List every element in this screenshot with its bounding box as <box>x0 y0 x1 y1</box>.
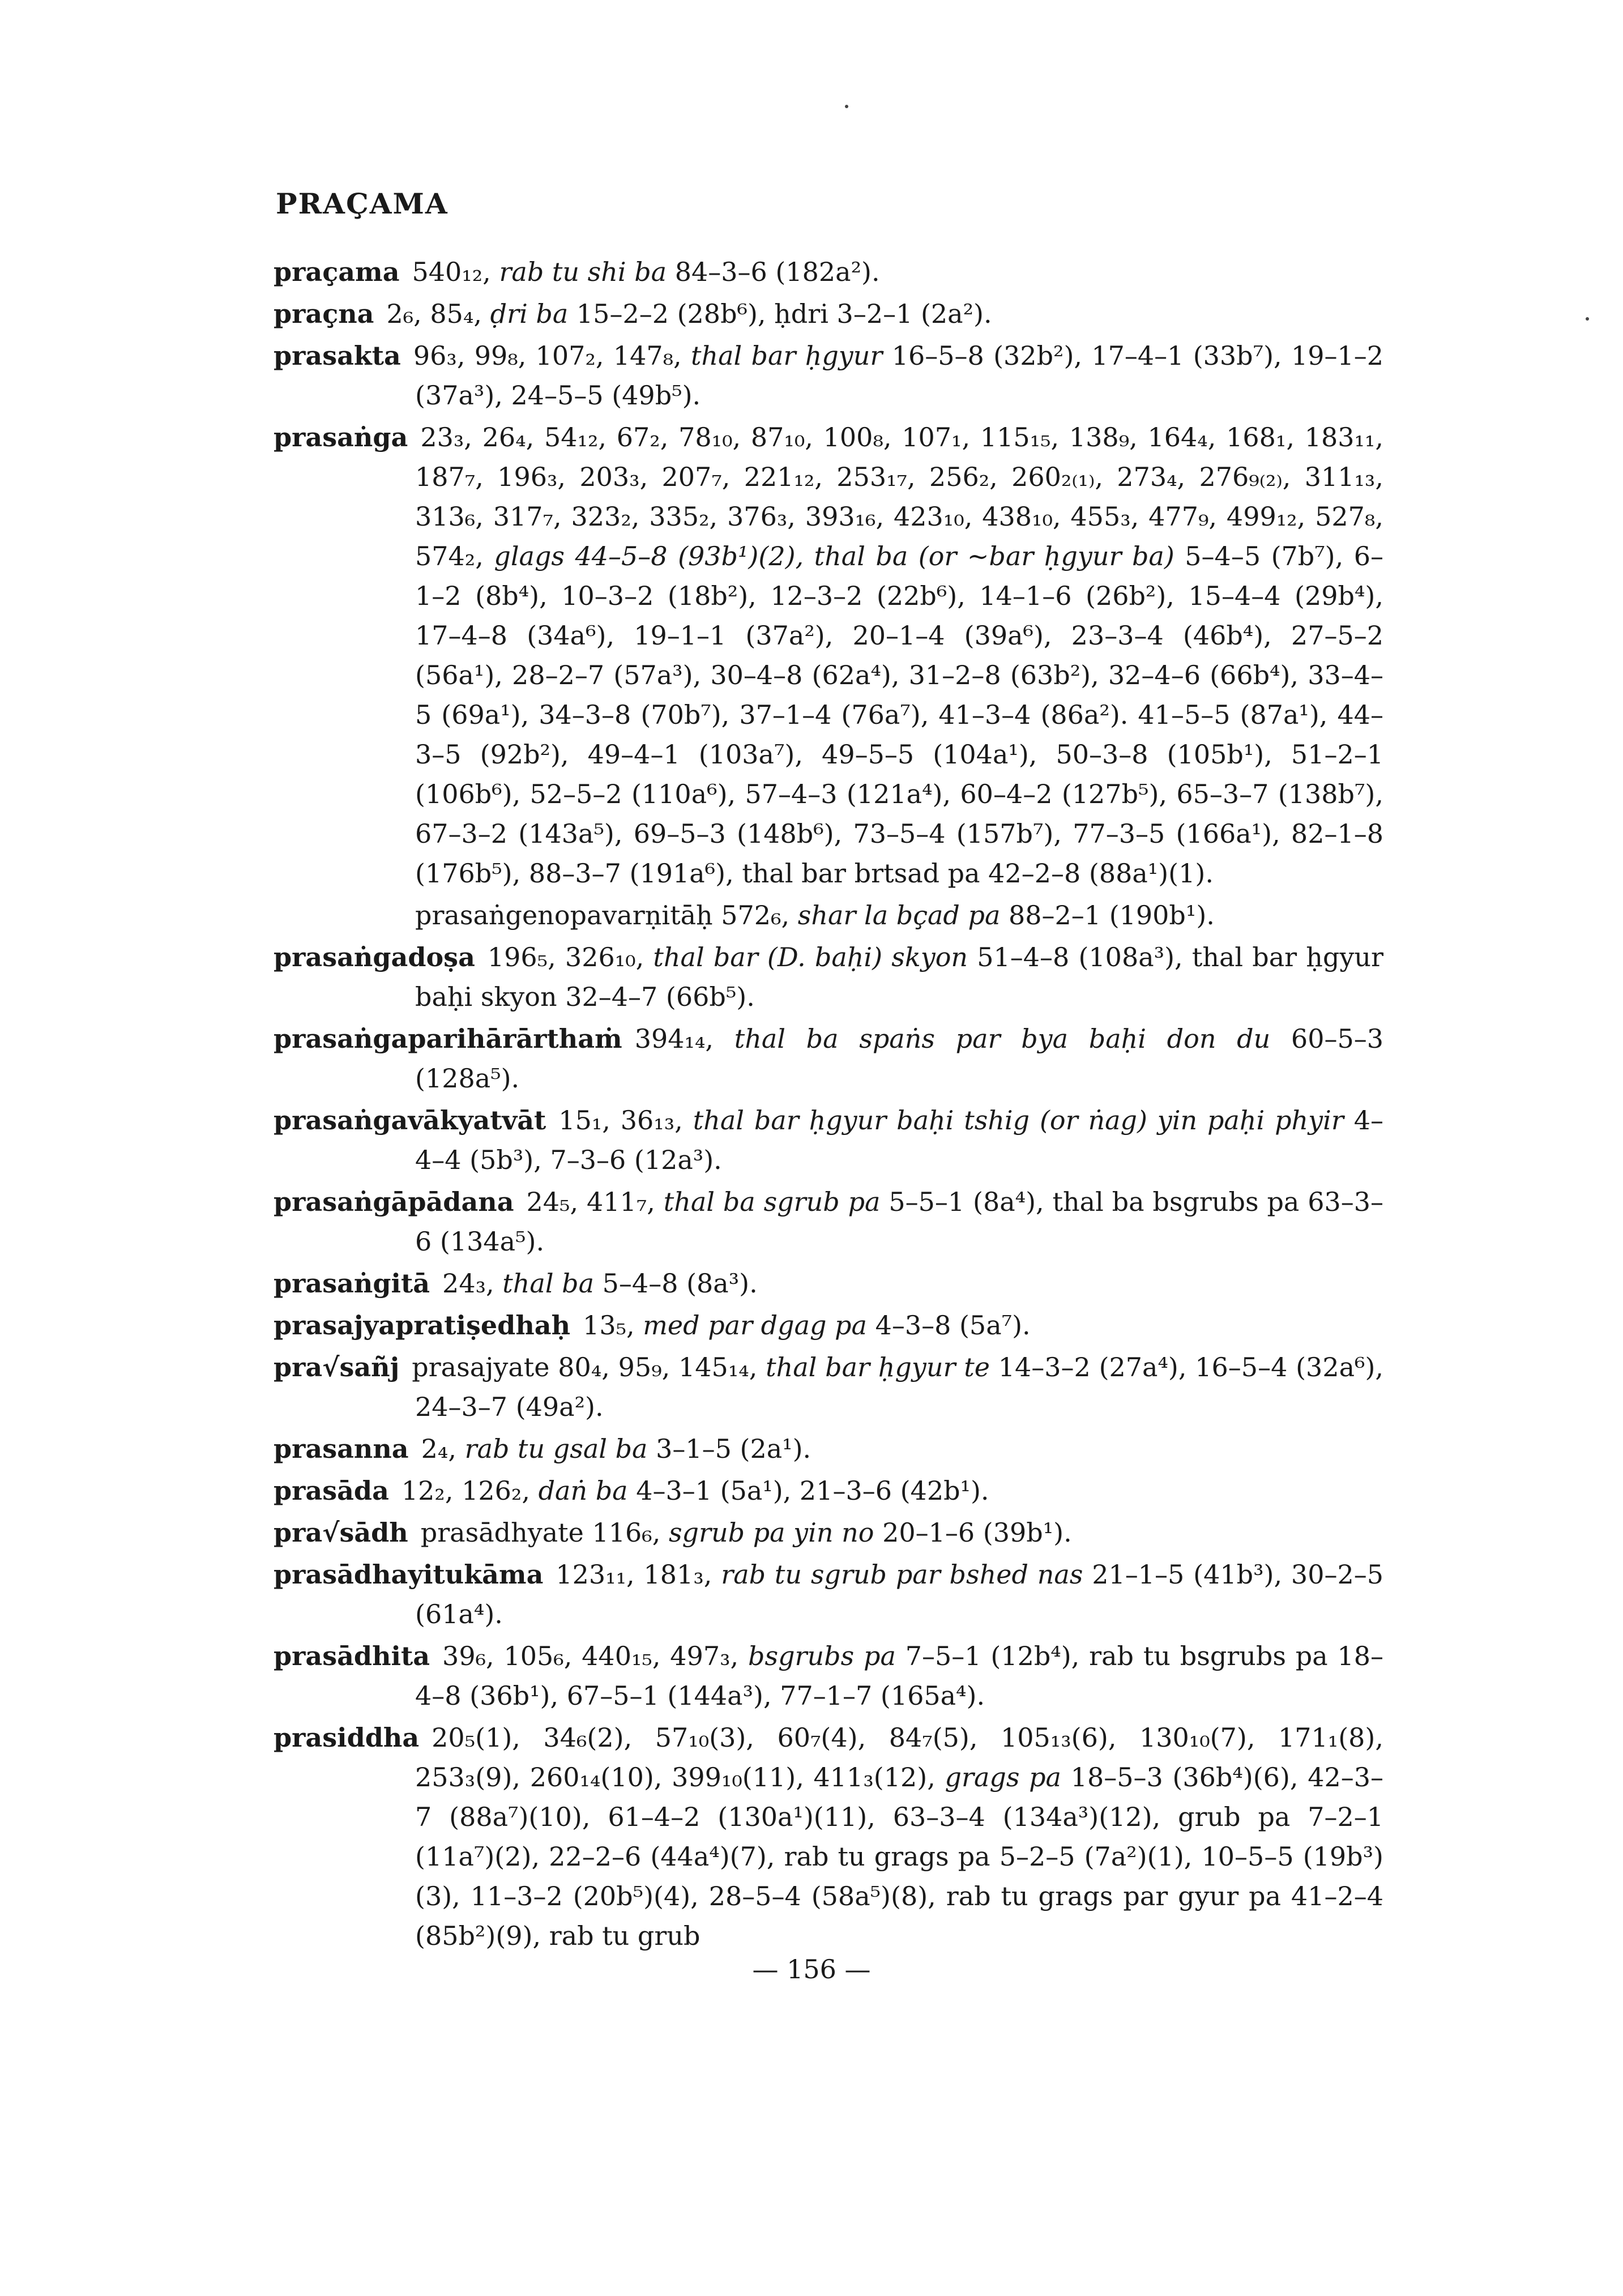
dictionary-entry <box>274 937 1383 1017</box>
entry-citations: 4–4–4 (5b³), 7–3–6 (12a³). <box>415 1105 1384 1175</box>
entry-headword: pra√sañj <box>274 1352 400 1382</box>
dictionary-entry <box>274 1513 1383 1552</box>
dictionary-entry <box>274 1636 1383 1715</box>
running-head: PRAÇAMA <box>276 187 449 220</box>
dictionary-entry <box>274 417 1383 893</box>
dictionary-entry <box>274 252 1383 292</box>
entry-tibetan-equivalent: thal bar ḥgyur <box>691 340 883 371</box>
dictionary-entry <box>274 1100 1383 1180</box>
entry-citations: 4–3–8 (5a⁷). <box>875 1310 1031 1341</box>
entry-page-references: 394₁₄, <box>634 1023 714 1054</box>
entry-citations: 5–4–5 (7b⁷), 6–1–2 (8b⁴), 10–3–2 (18b²), 12–3–2 (22b⁶), 14–1–6 (26b²), 15–4–4 (29b⁴), 17–4–8 (34a⁶), 19–1–1 (37a²), 20–1–4 (39a⁶), 23–3–4 (46b⁴), 27–5–2 (56a¹), 28–2–7 (57a³), 30–4–8 (62a⁴), 31–2–8 (63b²), 32–4–6 (66b⁴), 33–4–5 (69a¹), 34–3–8 (70b⁷), 37–1–4 (76a⁷), 41–3–4 (86a²). 41–5–5 (87a¹), 44–3–5 (92b²), 49–4–1 (103a⁷), 49–5–5 (104a¹), 50–3–8 (105b¹), 51–2–1 (106b⁶), 52–5–2 (110a⁶), 57–4–3 (121a⁴), 60–4–2 (127b⁵), 65–3–7 (138b⁷), 67–3–2 (143a⁵), 69–5–3 (148b⁶), 73–5–4 (157b⁷), 77–3–5 (166a¹), 82–1–8 (176b⁵), 88–3–7 (191a⁶), thal bar brtsad pa 42–2–8 (88a¹)(1). <box>415 541 1384 889</box>
dictionary-entry <box>274 1471 1383 1510</box>
entry-headword: prasaṅga <box>274 422 408 453</box>
entry-headword: prasiddha <box>274 1722 420 1753</box>
dictionary-entry <box>274 1718 1383 1956</box>
entry-citations: 3–1–5 (2a¹). <box>656 1433 812 1464</box>
entry-headword: prasaṅgadoṣa <box>274 942 475 972</box>
dictionary-entry <box>274 1264 1383 1303</box>
entry-page-references: 39₆, 105₆, 440₁₅, 497₃, <box>442 1641 739 1671</box>
entry-page-references: 20₅(1), 34₆(2), 57₁₀(3), 60₇(4), 84₇(5), 105₁₃(6), 130₁₀(7), 171₁(8), 253₃(9), 260₁₄(10), 399₁₀(11), 411₃(12), <box>415 1722 1383 1793</box>
scan-speck <box>845 105 848 108</box>
entry-tibetan-equivalent: grags pa <box>945 1762 1061 1793</box>
entry-citations: 20–1–6 (39b¹). <box>882 1517 1072 1548</box>
entry-tibetan-equivalent: rab tu shi ba <box>499 257 667 287</box>
entry-headword: prasāda <box>274 1475 389 1506</box>
entry-tibetan-equivalent: glags 44–5–8 (93b¹)(2), thal ba (or ~bar ḥgyur ba) <box>494 541 1174 571</box>
scan-speck <box>1586 317 1589 321</box>
entry-tibetan-equivalent: sgrub pa yin no <box>668 1517 874 1548</box>
entry-tibetan-equivalent: thal ba sgrub pa <box>663 1187 881 1217</box>
entry-page-references: 15₁, 36₁₃, <box>558 1105 683 1136</box>
entry-headword: prasanna <box>274 1433 409 1464</box>
entry-citations: 15–2–2 (28b⁶), ḥdri 3–2–1 (2a²). <box>576 298 992 329</box>
entry-tibetan-equivalent: ḍri ba <box>490 298 569 329</box>
dictionary-entry <box>274 1429 1383 1469</box>
dictionary-entry <box>274 1019 1383 1098</box>
entry-tibetan-equivalent: shar la bçad pa <box>797 900 1001 931</box>
dictionary-entry <box>415 895 1383 935</box>
entry-page-references: 23₃, 26₄, 54₁₂, 67₂, 78₁₀, 87₁₀, 100₈, 107₁, 115₁₅, 138₉, 164₄, 168₁, 183₁₁, 187₇, 196₃, 203₃, 207₇, 221₁₂, 253₁₇, 256₂, 260₂₍₁₎, 273₄, 276₉₍₂₎, 311₁₃, 313₆, 317₇, 323₂, 335₂, 376₃, 393₁₆, 423₁₀, 438₁₀, 455₃, 477₉, 499₁₂, 527₈, 574₂, <box>415 422 1383 571</box>
entry-page-references: 24₃, <box>442 1268 494 1299</box>
entry-tibetan-equivalent: med par dgag pa <box>643 1310 867 1341</box>
entry-page-references: 2₆, 85₄, <box>386 298 482 329</box>
entry-headword: prasādhita <box>274 1641 430 1671</box>
entry-headword: praçna <box>274 298 374 329</box>
entry-page-references: 2₄, <box>421 1433 456 1464</box>
entry-headword: pra√sādh <box>274 1517 408 1548</box>
entry-headword: prasaṅgavākyatvāt <box>274 1105 546 1136</box>
entry-headword: prasakta <box>274 340 401 371</box>
entry-page-references: 13₅, <box>583 1310 635 1341</box>
entry-citations: 84–3–6 (182a²). <box>674 257 880 287</box>
entry-citations: 16–5–8 (32b²), 17–4–1 (33b⁷), 19–1–2 (37a³), 24–5–5 (49b⁵). <box>415 340 1384 411</box>
entry-tibetan-equivalent: daṅ ba <box>538 1475 628 1506</box>
entry-page-references: prasajyate 80₄, 95₉, 145₁₄, <box>412 1352 758 1382</box>
entry-headword: prasajyapratiṣedhaḥ <box>274 1310 571 1341</box>
entry-citations: 18–5–3 (36b⁴)(6), 42–3–7 (88a⁷)(10), 61–4–2 (130a¹)(11), 63–3–4 (134a³)(12), grub pa 7–2–1 (11a⁷)(2), 22–2–6 (44a⁴)(7), rab tu grags pa 5–2–5 (7a²)(1), 10–5–5 (19b³)(3), 11–3–2 (20b⁵)(4), 28–5–4 (58a⁵)(8), rab tu grags par gyur pa 41–2–4 (85b²)(9), rab tu grub <box>415 1762 1383 1951</box>
entry-citations: 88–2–1 (190b¹). <box>1009 900 1215 931</box>
entry-page-references: prasaṅgenopavarṇitāḥ 572₆, <box>415 900 790 931</box>
entry-page-references: 123₁₁, 181₃, <box>556 1559 712 1590</box>
entry-citations: 21–1–5 (41b³), 30–2–5 (61a⁴). <box>415 1559 1384 1629</box>
dictionary-entry <box>274 1182 1383 1261</box>
entry-list <box>274 252 1383 1958</box>
entry-page-references: 24₅, 411₇, <box>526 1187 655 1217</box>
entry-citations: 5–4–8 (8a³). <box>602 1268 758 1299</box>
entry-page-references: 540₁₂, <box>412 257 491 287</box>
entry-headword: praçama <box>274 257 400 287</box>
dictionary-entry <box>274 1305 1383 1345</box>
entry-tibetan-equivalent: thal ba <box>502 1268 595 1299</box>
entry-headword: prasaṅgāpādana <box>274 1187 514 1217</box>
entry-tibetan-equivalent: rab tu sgrub par bshed nas <box>721 1559 1083 1590</box>
dictionary-entry <box>274 294 1383 334</box>
entry-citations: 5–5–1 (8a⁴), thal ba bsgrubs pa 63–3–6 (134a⁵). <box>415 1187 1383 1257</box>
dictionary-entry <box>274 1555 1383 1634</box>
entry-citations: 14–3–2 (27a⁴), 16–5–4 (32a⁶), 24–3–7 (49a²). <box>415 1352 1384 1422</box>
entry-page-references: 196₅, 326₁₀, <box>487 942 644 972</box>
entry-citations: 4–3–1 (5a¹), 21–3–6 (42b¹). <box>636 1475 989 1506</box>
dictionary-entry <box>274 1347 1383 1427</box>
dictionary-entry <box>274 336 1383 415</box>
entry-tibetan-equivalent: thal bar (D. baḥi) skyon <box>653 942 968 972</box>
entry-tibetan-equivalent: rab tu gsal ba <box>464 1433 648 1464</box>
entry-tibetan-equivalent: thal bar ḥgyur baḥi tshig (or ṅag) yin paḥi phyir <box>693 1105 1344 1136</box>
entry-page-references: prasādhyate 116₆, <box>420 1517 661 1548</box>
entry-citations: 7–5–1 (12b⁴), rab tu bsgrubs pa 18–4–8 (36b¹), 67–5–1 (144a³), 77–1–7 (165a⁴). <box>415 1641 1384 1711</box>
entry-citations: 60–5–3 (128a⁵). <box>415 1023 1383 1094</box>
entry-citations: 51–4–8 (108a³), thal bar ḥgyur baḥi skyon 32–4–7 (66b⁵). <box>415 942 1383 1012</box>
entry-page-references: 96₃, 99₈, 107₂, 147₈, <box>413 340 682 371</box>
page-number: — 156 — <box>752 1954 871 1985</box>
entry-tibetan-equivalent: thal bar ḥgyur te <box>766 1352 990 1382</box>
entry-page-references: 12₂, 126₂, <box>401 1475 530 1506</box>
entry-headword: prasādhayitukāma <box>274 1559 544 1590</box>
entry-tibetan-equivalent: thal ba spaṅs par bya baḥi don du <box>734 1023 1271 1054</box>
entry-headword: prasaṅgaparihārārthaṁ <box>274 1023 622 1054</box>
entry-headword: prasaṅgitā <box>274 1268 430 1299</box>
entry-tibetan-equivalent: bsgrubs pa <box>748 1641 896 1671</box>
